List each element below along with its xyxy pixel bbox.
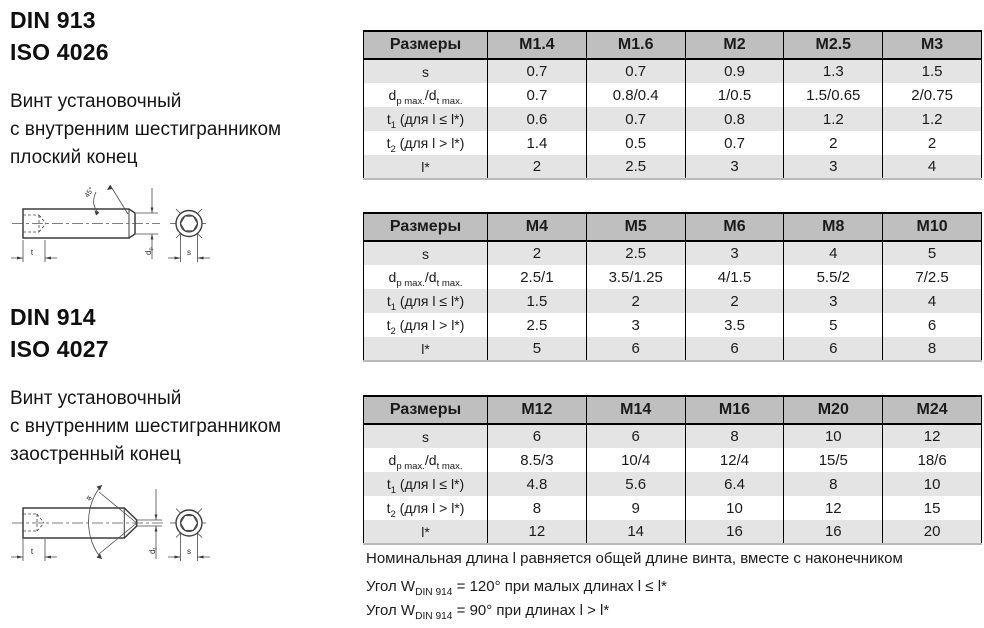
size-column-header: M1.4 xyxy=(488,31,587,59)
dimension-value-cell: 12 xyxy=(784,496,883,520)
dimension-value-cell: 0.5 xyxy=(586,131,685,155)
angle-label: 45° xyxy=(83,186,96,200)
dimension-value-cell: 3 xyxy=(784,289,883,313)
dimension-row xyxy=(364,83,982,107)
dimension-value-cell: 12/4 xyxy=(685,448,784,472)
dimension-row xyxy=(364,107,982,131)
dimension-value-cell: 2 xyxy=(586,289,685,313)
table-header-row xyxy=(364,213,982,241)
dimension-row xyxy=(364,289,982,313)
dimension-row xyxy=(364,337,982,361)
dimension-value-cell: 5 xyxy=(883,241,982,265)
din914-description xyxy=(10,385,281,469)
screw-end-view xyxy=(176,510,202,536)
dimension-value-cell: 2.5 xyxy=(586,155,685,179)
dimension-value-cell: 10 xyxy=(685,496,784,520)
size-column-header: M3 xyxy=(883,31,982,59)
dimension-value-cell: 12 xyxy=(488,520,587,544)
description-line: плоский конец xyxy=(10,147,138,168)
dimensions-column-header: Размеры xyxy=(364,213,488,241)
dimension-value-cell: 5.5/2 xyxy=(784,265,883,289)
dimension-value-cell: 5 xyxy=(488,337,587,361)
dimension-row-label: $t_2$ (для l > l*) xyxy=(364,313,488,337)
dimension-value-cell: 4 xyxy=(883,289,982,313)
dimension-value-cell: 0.9 xyxy=(685,59,784,83)
dimension-value-cell: 1.3 xyxy=(784,59,883,83)
dimension-value-cell: 10 xyxy=(784,424,883,448)
flat-point-screw-drawing xyxy=(6,178,236,266)
note-angle-120: Угол $W_{DIN 914} = 120^\circ$ при малых длинах l ≤ l* xyxy=(366,578,667,598)
size-column-header: M2 xyxy=(685,31,784,59)
dimension-value-cell: 1.2 xyxy=(784,107,883,131)
dimension-table-m12-m24 xyxy=(363,395,982,545)
dimension-value-cell: 1.5/0.65 xyxy=(784,83,883,107)
note-nominal-length: Номинальная длина l равняется общей длине винта, вместе с наконечником xyxy=(366,550,903,567)
dimension-value-cell: 2 xyxy=(685,289,784,313)
dimension-value-cell: 1/0.5 xyxy=(685,83,784,107)
dimension-value-cell: 6 xyxy=(586,337,685,361)
standard-line-din914: DIN 914 xyxy=(10,304,96,330)
dimension-row xyxy=(364,155,982,179)
size-column-header: M8 xyxy=(784,213,883,241)
description-line: Винт установочный xyxy=(10,91,182,112)
dimension-row-label: $d_{p max.}/d_{t max.}$ xyxy=(364,265,488,289)
dimension-row xyxy=(364,59,982,83)
size-column-header: M24 xyxy=(883,396,982,424)
size-column-header: M10 xyxy=(883,213,982,241)
dimension-value-cell: 10/4 xyxy=(586,448,685,472)
angle-label: w xyxy=(84,494,94,503)
dimension-row xyxy=(364,424,982,448)
din913-description xyxy=(10,88,281,172)
size-column-header: M1.6 xyxy=(586,31,685,59)
dimension-row xyxy=(364,131,982,155)
size-column-header: M16 xyxy=(685,396,784,424)
dim-label-t: t xyxy=(30,547,34,556)
dim-label-s: s xyxy=(187,547,191,556)
dimension-row-label: s xyxy=(364,241,488,265)
table-header-row xyxy=(364,31,982,59)
dimension-value-cell: 0.7 xyxy=(685,131,784,155)
dimension-value-cell: 6 xyxy=(685,337,784,361)
dim-label-t: t xyxy=(30,248,34,257)
dimension-value-cell: 0.7 xyxy=(586,107,685,131)
dimension-value-cell: 18/6 xyxy=(883,448,982,472)
dimension-value-cell: 3 xyxy=(784,155,883,179)
dimension-value-cell: 10 xyxy=(883,472,982,496)
size-column-header: M4 xyxy=(488,213,587,241)
dimension-row xyxy=(364,496,982,520)
size-column-header: M6 xyxy=(685,213,784,241)
dimension-value-cell: 16 xyxy=(685,520,784,544)
dimension-row xyxy=(364,448,982,472)
dimensions-column-header: Размеры xyxy=(364,31,488,59)
size-column-header: M2.5 xyxy=(784,31,883,59)
dim-label-dp: dp xyxy=(144,247,155,255)
dimension-value-cell: 0.7 xyxy=(488,59,587,83)
dimension-table-m4-m10 xyxy=(363,212,982,362)
note-angle-90: Угол $W_{DIN 914} = 90^\circ$ при длинах l > l* xyxy=(366,602,610,622)
dimension-value-cell: 7/2.5 xyxy=(883,265,982,289)
dimension-value-cell: 6.4 xyxy=(685,472,784,496)
dimension-value-cell: 4/1.5 xyxy=(685,265,784,289)
dimension-value-cell: 14 xyxy=(586,520,685,544)
dimension-value-cell: 9 xyxy=(586,496,685,520)
dimension-row xyxy=(364,313,982,337)
dimension-value-cell: 3 xyxy=(685,155,784,179)
dimension-value-cell: 12 xyxy=(883,424,982,448)
dimension-value-cell: 15/5 xyxy=(784,448,883,472)
dimension-value-cell: 2 xyxy=(784,131,883,155)
dimension-value-cell: 5.6 xyxy=(586,472,685,496)
dimension-value-cell: 0.8 xyxy=(685,107,784,131)
din914-standard-title xyxy=(10,301,109,365)
table-header-row xyxy=(364,396,982,424)
dimension-value-cell: 20 xyxy=(883,520,982,544)
dimension-value-cell: 2.5/1 xyxy=(488,265,587,289)
dimension-value-cell: 2 xyxy=(883,131,982,155)
dim-label-s: s xyxy=(187,248,191,257)
dimension-row xyxy=(364,241,982,265)
dimension-value-cell: 0.8/0.4 xyxy=(586,83,685,107)
description-line: с внутренним шестигранником xyxy=(10,416,282,437)
dimension-value-cell: 3.5/1.25 xyxy=(586,265,685,289)
dimension-value-cell: 0.7 xyxy=(488,83,587,107)
cone-point-screw-drawing xyxy=(6,473,236,565)
dimension-value-cell: 3 xyxy=(685,241,784,265)
standard-line-iso4027: ISO 4027 xyxy=(10,336,109,362)
dimension-row-label: l* xyxy=(364,520,488,544)
dimension-row-label: $t_2$ (для l > l*) xyxy=(364,496,488,520)
standard-line-din913: DIN 913 xyxy=(10,7,96,33)
dimension-value-cell: 6 xyxy=(586,424,685,448)
dimension-value-cell: 15 xyxy=(883,496,982,520)
dimension-value-cell: 2/0.75 xyxy=(883,83,982,107)
dimension-value-cell: 4 xyxy=(883,155,982,179)
dimension-row-label: l* xyxy=(364,337,488,361)
dimension-value-cell: 8 xyxy=(685,424,784,448)
dimension-value-cell: 4 xyxy=(784,241,883,265)
size-column-header: M5 xyxy=(586,213,685,241)
dimension-row-label: s xyxy=(364,424,488,448)
dim-label-dt: dt xyxy=(148,548,159,554)
dimension-value-cell: 8 xyxy=(883,337,982,361)
dimensions-column-header: Размеры xyxy=(364,396,488,424)
dimension-value-cell: 1.4 xyxy=(488,131,587,155)
size-column-header: M12 xyxy=(488,396,587,424)
dimension-row xyxy=(364,472,982,496)
dimension-row xyxy=(364,520,982,544)
standard-line-iso4026: ISO 4026 xyxy=(10,39,109,65)
dimension-row-label: $t_1$ (для l ≤ l*) xyxy=(364,472,488,496)
dimension-value-cell: 6 xyxy=(883,313,982,337)
dimension-row-label: $d_{p max.}/d_{t max.}$ xyxy=(364,83,488,107)
dimension-value-cell: 8.5/3 xyxy=(488,448,587,472)
dimension-row-label: l* xyxy=(364,155,488,179)
dimension-value-cell: 2 xyxy=(488,241,587,265)
dimension-row-label: s xyxy=(364,59,488,83)
dimension-value-cell: 8 xyxy=(488,496,587,520)
dimension-value-cell: 8 xyxy=(784,472,883,496)
dimension-value-cell: 6 xyxy=(488,424,587,448)
dimension-value-cell: 1.5 xyxy=(883,59,982,83)
dimension-row-label: $t_2$ (для l > l*) xyxy=(364,131,488,155)
dimension-row-label: $d_{p max.}/d_{t max.}$ xyxy=(364,448,488,472)
dimension-value-cell: 1.2 xyxy=(883,107,982,131)
dimension-value-cell: 2.5 xyxy=(488,313,587,337)
dimension-value-cell: 5 xyxy=(784,313,883,337)
screw-end-view xyxy=(176,211,202,237)
dimension-value-cell: 0.6 xyxy=(488,107,587,131)
din913-standard-title xyxy=(10,4,109,68)
dimension-value-cell: 2.5 xyxy=(586,241,685,265)
size-column-header: M20 xyxy=(784,396,883,424)
description-line: с внутренним шестигранником xyxy=(10,119,282,140)
dimension-row-label: $t_1$ (для l ≤ l*) xyxy=(364,107,488,131)
description-line: Винт установочный xyxy=(10,388,182,409)
dimension-value-cell: 3 xyxy=(586,313,685,337)
dimension-value-cell: 0.7 xyxy=(586,59,685,83)
description-line: заостренный конец xyxy=(10,444,181,465)
dimension-value-cell: 16 xyxy=(784,520,883,544)
dimension-value-cell: 4.8 xyxy=(488,472,587,496)
dimension-value-cell: 6 xyxy=(784,337,883,361)
dimension-row xyxy=(364,265,982,289)
dimension-value-cell: 3.5 xyxy=(685,313,784,337)
dimension-value-cell: 1.5 xyxy=(488,289,587,313)
dimension-table-m1.4-m3 xyxy=(363,30,982,180)
size-column-header: M14 xyxy=(586,396,685,424)
dimension-value-cell: 2 xyxy=(488,155,587,179)
dimension-row-label: $t_1$ (для l ≤ l*) xyxy=(364,289,488,313)
